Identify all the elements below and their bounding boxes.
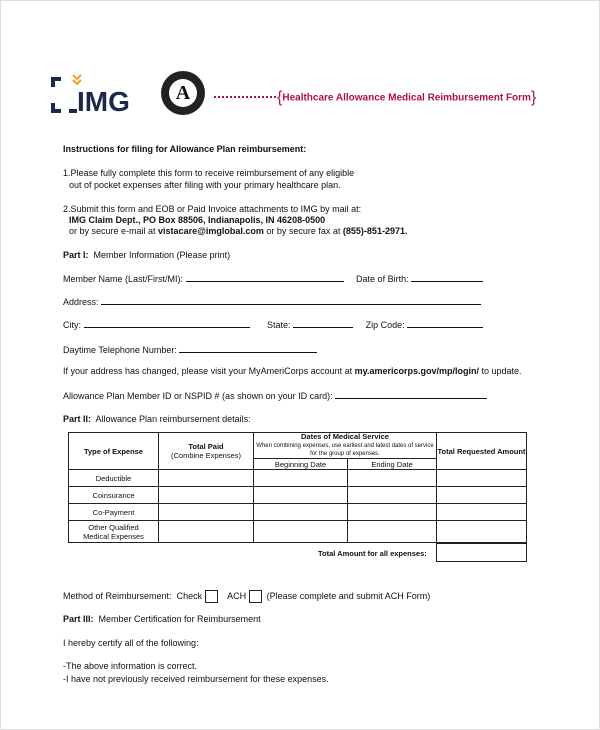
img-logo [49, 73, 159, 117]
text: to update. [479, 366, 522, 376]
city-field[interactable] [84, 319, 250, 328]
cell[interactable] [437, 504, 527, 521]
part3-subtitle: Member Certification for Reimbursement [98, 614, 261, 624]
part3-title: Part III: [63, 614, 94, 624]
cell[interactable] [254, 504, 348, 521]
name-label: Member Name (Last/First/MI): [63, 274, 184, 284]
fax: (855)-851-2971. [342, 226, 408, 236]
email: vistacare@imglobal.com [158, 226, 264, 236]
step2-address: IMG Claim Dept., PO Box 88506, Indianapolis, IN 46208-0500 [69, 215, 326, 225]
check-checkbox[interactable] [205, 590, 218, 603]
member-id-field[interactable] [335, 390, 487, 399]
table-row [69, 470, 527, 487]
text: or by secure fax at [263, 226, 343, 236]
method-row [63, 590, 430, 603]
step1-line2: out of pocket expenses after filing with your primary healthcare plan. [69, 180, 341, 190]
name-row [63, 273, 483, 285]
svg-text:IMG: IMG [77, 86, 130, 117]
cell[interactable] [159, 487, 254, 504]
dates-note: When combining expenses, use earliest and latest dates of service for the group of expenses. [256, 443, 434, 457]
dob-label: Date of Birth: [356, 274, 409, 284]
step1-line1: 1.Please fully complete this form to receive reimbursement of any eligible [63, 168, 355, 178]
member-id-row [63, 390, 487, 402]
cell[interactable] [348, 487, 437, 504]
header-total-paid [159, 433, 254, 470]
name-field[interactable] [186, 273, 344, 282]
bullet-1: -The above information is correct. [63, 661, 198, 671]
address-row [63, 296, 481, 308]
header-begin: Beginning Date [254, 459, 348, 470]
part1-title: Part I: [63, 250, 89, 260]
form-title-text: Healthcare Allowance Medical Reimbursement Form [282, 92, 531, 104]
part2-subtitle: Allowance Plan reimbursement details: [95, 414, 251, 424]
cell[interactable] [254, 487, 348, 504]
part3-heading [63, 614, 261, 625]
cell[interactable] [348, 521, 437, 543]
step2-line1: 2.Submit this form and EOB or Paid Invoice attachments to IMG by mail at: [63, 204, 362, 214]
instructions-title: Instructions for filing for Allowance Plan reimbursement: [63, 144, 307, 154]
method-label: Method of Reimbursement: [63, 590, 172, 601]
cell[interactable] [254, 470, 348, 487]
expense-table [68, 432, 527, 543]
header-type: Type of Expense [69, 433, 159, 470]
row-label: Co-Payment [69, 504, 159, 521]
table-row [69, 504, 527, 521]
address-change-note [63, 366, 522, 377]
city-label: City: [63, 320, 81, 330]
total-label: Total Amount for all expenses: [318, 549, 427, 558]
state-field[interactable] [293, 319, 353, 328]
total-paid-sub: (Combine Expenses) [170, 451, 242, 460]
part2-title: Part II: [63, 414, 92, 424]
divider-dots [214, 96, 276, 98]
zip-label: Zip Code: [365, 320, 405, 330]
cell[interactable] [437, 470, 527, 487]
cell[interactable] [159, 504, 254, 521]
table-row [69, 521, 527, 543]
table-row [69, 487, 527, 504]
part1-subtitle: Member Information (Please print) [93, 250, 231, 260]
cell[interactable] [254, 521, 348, 543]
phone-field[interactable] [179, 344, 317, 353]
city-row [63, 319, 483, 331]
ach-checkbox[interactable] [249, 590, 262, 603]
cell[interactable] [437, 521, 527, 543]
step2-line3 [69, 226, 407, 237]
dob-field[interactable] [411, 273, 483, 282]
americorps-link[interactable]: my.americorps.gov/mp/login/ [354, 366, 480, 376]
zip-field[interactable] [407, 319, 483, 328]
bullet-2: -I have not previously received reimbursement for these expenses. [63, 674, 329, 684]
header-dates [254, 433, 437, 459]
dates-title: Dates of Medical Service [301, 432, 389, 441]
text: If your address has changed, please visit your MyAmeriCorps account at [63, 366, 355, 376]
row-label: Coinsurance [69, 487, 159, 504]
cell[interactable] [348, 504, 437, 521]
address-field[interactable] [101, 296, 481, 305]
ach-label: ACH [227, 590, 247, 601]
header-requested: Total Requested Amount [437, 433, 527, 470]
part2-heading [63, 414, 251, 425]
row-label: Deductible [69, 470, 159, 487]
phone-label: Daytime Telephone Number: [63, 345, 177, 355]
ach-note: (Please complete and submit ACH Form) [266, 590, 431, 601]
part1-heading [63, 250, 230, 261]
americorps-seal: A [161, 71, 205, 115]
cell[interactable] [159, 470, 254, 487]
state-label: State: [267, 320, 291, 330]
row-label: Other Qualified Medical Expenses [69, 521, 159, 543]
total-paid-title: Total Paid [188, 442, 224, 451]
address-label: Address: [63, 297, 99, 307]
total-amount-field[interactable] [436, 543, 527, 562]
cell[interactable] [437, 487, 527, 504]
certify-text: I hereby certify all of the following: [63, 638, 199, 648]
member-id-label: Allowance Plan Member ID or NSPID # (as shown on your ID card): [63, 391, 333, 401]
phone-row [63, 344, 317, 356]
check-label: Check [176, 590, 203, 601]
cell[interactable] [159, 521, 254, 543]
form-title: {Healthcare Allowance Medical Reimbursement Form} [277, 89, 537, 106]
cell[interactable] [348, 470, 437, 487]
header-end: Ending Date [348, 459, 437, 470]
text: or by secure e-mail at [69, 226, 159, 236]
